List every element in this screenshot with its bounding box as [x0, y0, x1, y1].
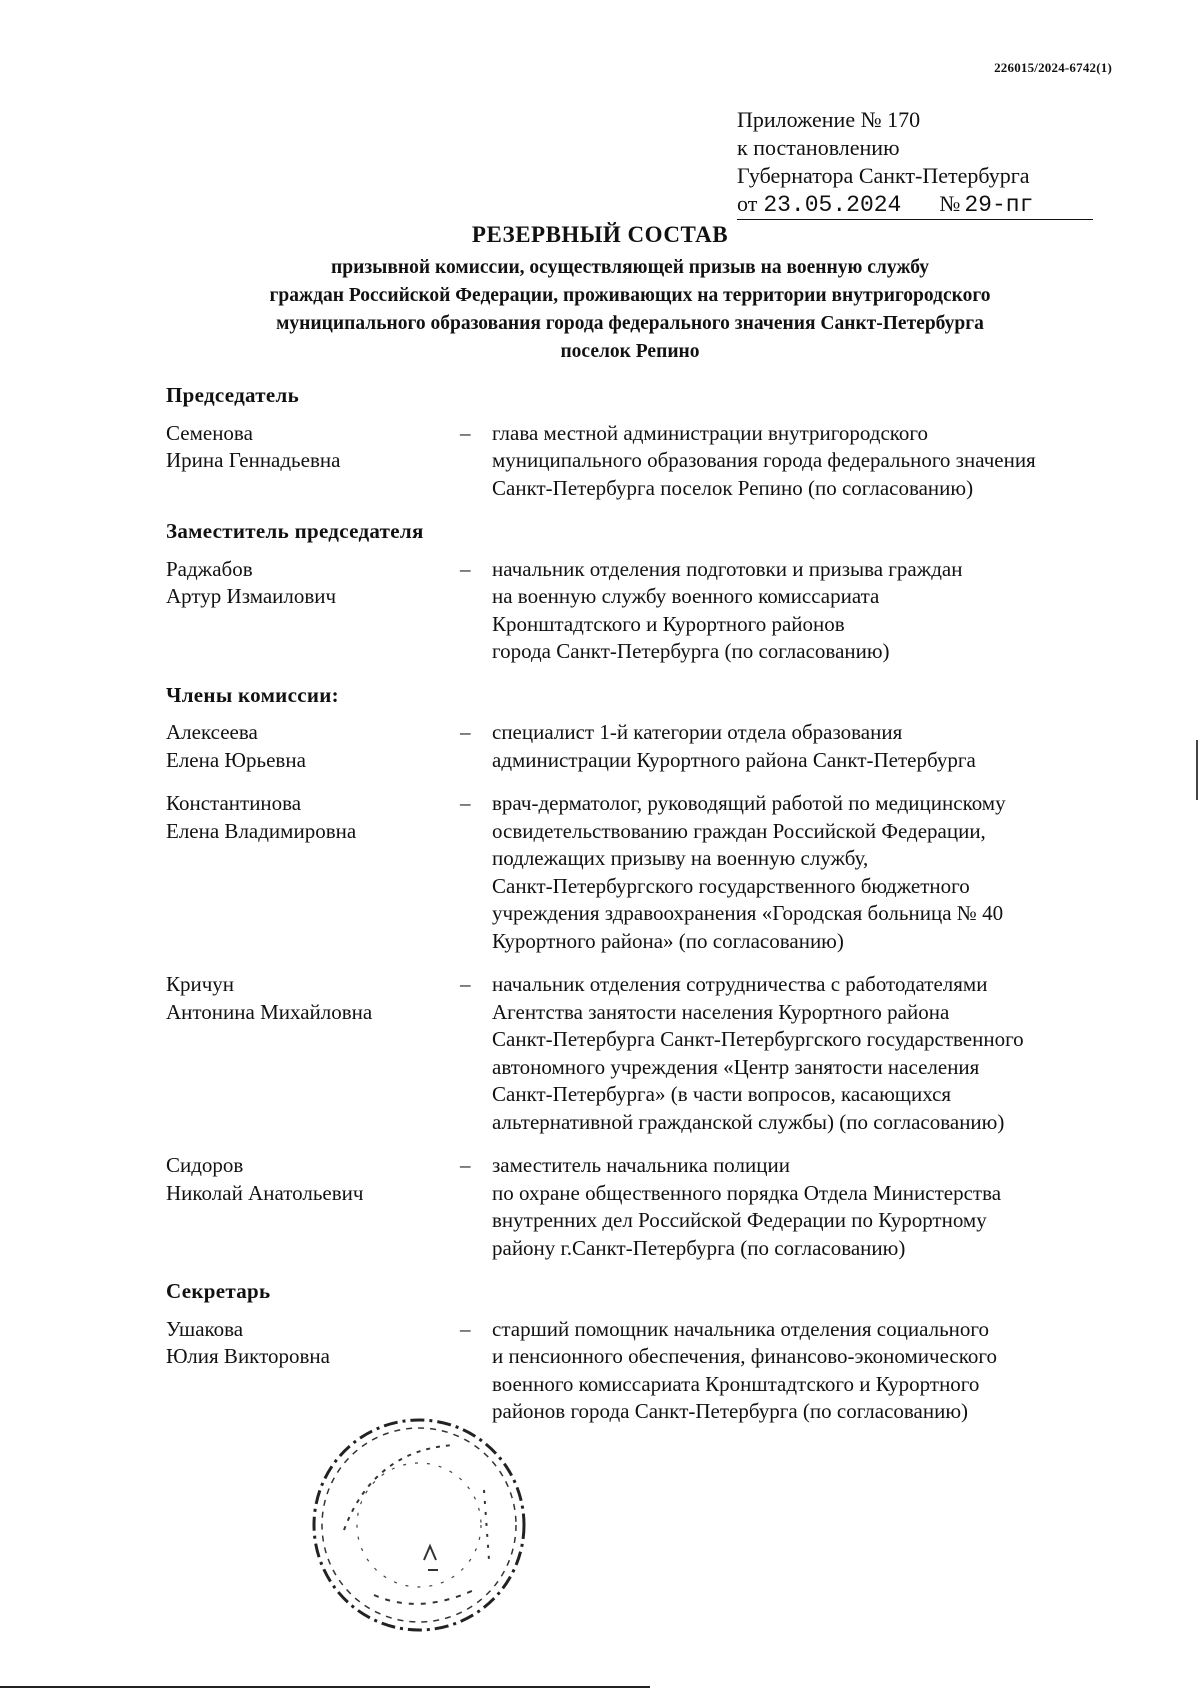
number-label: №: [939, 191, 961, 216]
section-heading-deputy: Заместитель председателя: [166, 519, 424, 543]
appendix-block: [737, 106, 1097, 220]
dash: –: [460, 791, 471, 815]
given-name: Юлия Викторовна: [166, 1344, 330, 1368]
surname: Ушакова: [166, 1316, 244, 1341]
chairman-entry: [166, 420, 1132, 503]
given-name: Николай Анатольевич: [166, 1180, 364, 1205]
member-entry: [166, 1152, 1132, 1262]
dash: –: [460, 556, 471, 581]
member-entry: [166, 790, 1132, 955]
given-name: Антонина Михайловна: [166, 999, 373, 1024]
subtitle-line: призывной комиссии, осуществляющей призыв на военную службу: [331, 257, 929, 278]
section-heading-secretary: Секретарь: [166, 1279, 271, 1303]
from-label: от: [737, 191, 758, 216]
position-description: специалист 1-й категории отдела образования администрации Курортного района Санкт-Петербурга: [492, 720, 976, 772]
appendix-reference: к постановлению: [737, 135, 900, 160]
person-name: [166, 1316, 460, 1426]
dash: –: [460, 420, 471, 445]
person-name: [166, 1152, 460, 1262]
document-registration-number: 226015/2024-6742(1): [994, 60, 1112, 75]
given-name: Елена Владимировна: [166, 818, 357, 843]
resolution-date: 23.05.2024: [763, 192, 902, 218]
resolution-number: 29-пг: [964, 192, 1034, 218]
subtitle-line: поселок Репино: [560, 341, 700, 362]
section-heading-members: Члены комиссии:: [166, 682, 339, 707]
position-description: начальник отделения подготовки и призыва граждан на военную службу военного комиссариата Кронштадтского и Курортного районов города Санкт-Петербурга (по согласованию): [492, 556, 963, 663]
member-entry: [166, 719, 1132, 774]
member-entry: [166, 971, 1132, 1136]
person-name: [166, 790, 460, 955]
surname: Алексеева: [166, 720, 258, 744]
surname: Константинова: [166, 791, 302, 815]
person-name: [166, 971, 460, 1136]
section-heading-chairman: Председатель: [166, 383, 300, 407]
appendix-date-row: [737, 190, 1093, 220]
dash: –: [460, 720, 471, 744]
page-bottom-rule: [0, 1686, 650, 1688]
position-description: старший помощник начальника отделения социального и пенсионного обеспечения, финансово-экономического военного комиссариата Кронштадтского и Курортного районов города Санкт-Петербурга (по согласованию): [492, 1316, 997, 1423]
given-name: Артур Измаилович: [166, 584, 337, 608]
appendix-issuer: Губернатора Санкт-Петербурга: [737, 163, 1030, 188]
document-subtitle: [170, 254, 1090, 366]
person-name: [166, 420, 460, 503]
surname: Сидоров: [166, 1153, 244, 1177]
subtitle-line: муниципального образования города федерального значения Санкт-Петербурга: [276, 313, 984, 334]
position-description: глава местной администрации внутригородского муниципального образования города федерального значения Санкт-Петербурга поселок Репино (по согласованию): [492, 420, 1036, 500]
appendix-number: Приложение № 170: [737, 107, 921, 132]
official-seal-stamp: [304, 1410, 534, 1640]
dash: –: [460, 1316, 471, 1341]
surname: Раджабов: [166, 556, 253, 581]
given-name: Ирина Геннадьевна: [166, 448, 341, 472]
surname: Кричун: [166, 972, 235, 996]
composition-list: [166, 382, 1132, 1442]
dash: –: [460, 1153, 471, 1177]
given-name: Елена Юрьевна: [166, 747, 306, 772]
surname: Семенова: [166, 420, 253, 445]
document-title: РЕЗЕРВНЫЙ СОСТАВ: [471, 222, 729, 247]
secretary-entry: [166, 1316, 1132, 1426]
person-name: [166, 556, 460, 666]
deputy-entry: [166, 556, 1132, 666]
position-description: начальник отделения сотрудничества с работодателями Агентства занятости населения Курортного района Санкт-Петербурга Санкт-Петербургского государственного автономного учреждения «Центр занятости населения Санкт-Петербурга» (в части вопросов, касающихся альтернативной гражданской службы) (по согласованию): [492, 972, 1024, 1134]
person-name: [166, 719, 460, 774]
scan-edge-mark: [1196, 740, 1198, 800]
position-description: врач-дерматолог, руководящий работой по медицинскому освидетельствованию граждан Российской Федерации, подлежащих призыву на военную службу, Санкт-Петербургского государственного бюджетного учреждения здравоохранения «Городская больница № 40 Курортного района» (по согласованию): [492, 791, 1006, 953]
subtitle-line: граждан Российской Федерации, проживающих на территории внутригородского: [269, 285, 991, 306]
dash: –: [460, 972, 471, 996]
position-description: заместитель начальника полиции по охране общественного порядка Отдела Министерства внутренних дел Российской Федерации по Курортному району г.Санкт-Петербурга (по согласованию): [492, 1153, 1002, 1260]
